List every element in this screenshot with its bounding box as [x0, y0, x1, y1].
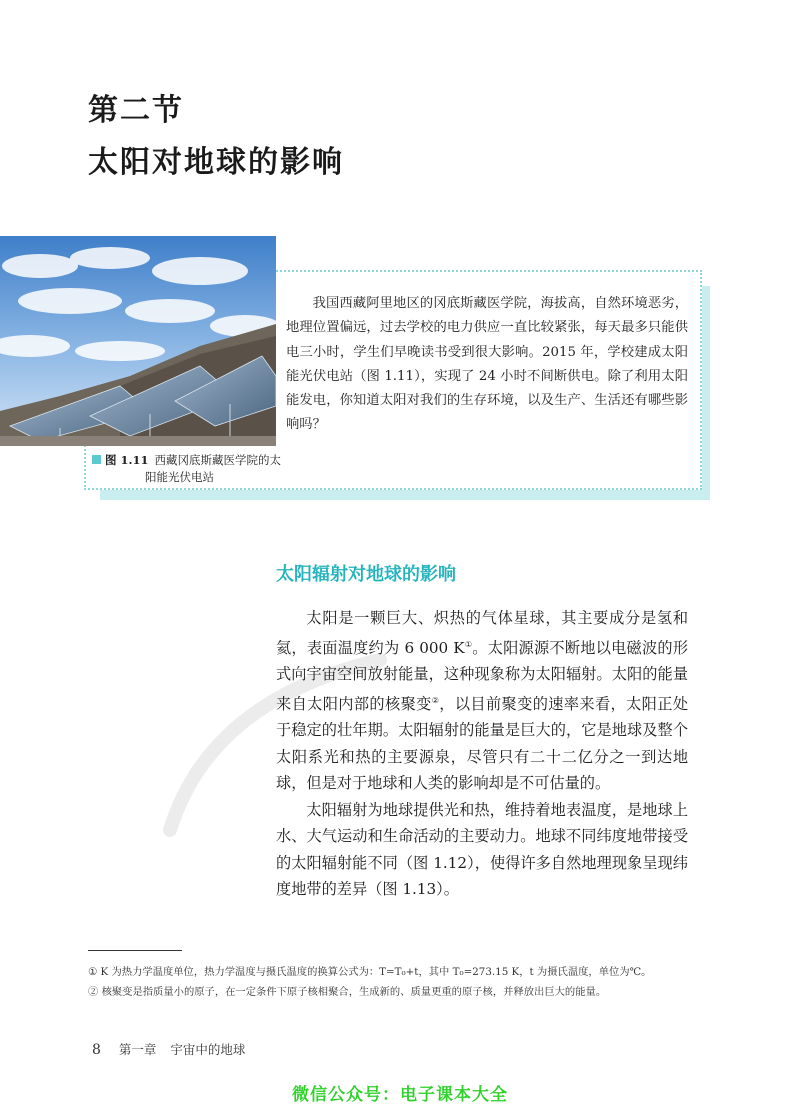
caption-number: 图 1.11	[105, 453, 149, 467]
footnote-1: ① K 为热力学温度单位，热力学温度与摄氏温度的换算公式为：T=T₀+t，其中 T₀=273.15 K，t 为摄氏温度，单位为℃。	[88, 966, 652, 978]
page-title	[88, 90, 344, 184]
footnote-2: ② 核聚变是指质量小的原子，在一定条件下原子核相聚合，生成新的、质量更重的原子核，并释放出巨大的能量。	[88, 986, 607, 998]
caption-text-line2: 阳能光伏电站	[145, 470, 214, 484]
wechat-watermark: 微信公众号：电子课本大全	[292, 1085, 508, 1105]
footnote-ref-2: ②	[431, 695, 440, 705]
intro-paragraph: 我国西藏阿里地区的冈底斯藏医学院，海拔高，自然环境恶劣，地理位置偏远，过去学校的电力供应一直比较紧张，每天最多只能供电三小时，学生们早晚读书受到很大影响。2015 年，学校建成太阳能光伏电站（图 1.11），实现了 24 小时不间断供电。除了利用太阳能发电，你知道太阳对我们的生存环境，以及生产、生活还有哪些影响吗？	[286, 296, 688, 433]
body-p1-part-b: 。太阳源源不断地以电磁波的形式向宇宙空间放射能量，这种现象称为太阳辐射。太阳的能量来自太阳内部的核聚变	[276, 638, 689, 713]
body-paragraph-2: 太阳辐射为地球提供光和热，维持着地表温度，是地球上水、大气运动和生命活动的主要动力。地球不同纬度地带接受的太阳辐射能不同（图 1.12），使得许多自然地理现象呈现纬度地带的差异（图 1.13）。	[276, 800, 688, 899]
footnote-ref-1: ①	[464, 639, 473, 649]
solar-station-photo	[0, 236, 276, 446]
body-p1-part-c: ，以目前聚变的速率来看，太阳正处于稳定的壮年期。太阳辐射的能量是巨大的，它是地球及整个太阳系光和热的主要源泉，尽管只有二十二亿分之一到达地球，但是对于地球和人类的影响却是不可估量的。	[276, 694, 689, 793]
chapter-label: 第一章	[118, 1042, 157, 1057]
figure-caption	[92, 452, 282, 486]
body-p1-part-a: 太阳是一颗巨大、炽热的气体星球，其主要成分是氢和氦，表面温度约为 6 000 K	[276, 609, 688, 657]
caption-text-line1: 西藏冈底斯藏医学院的太	[154, 453, 282, 467]
footnote-divider	[88, 950, 182, 951]
footnotes	[88, 962, 728, 1002]
caption-marker-icon	[92, 455, 101, 464]
section-heading: 太阳辐射对地球的影响	[276, 564, 456, 585]
page-footer	[92, 1040, 245, 1058]
chapter-title: 宇宙中的地球	[170, 1042, 246, 1057]
body-text	[276, 605, 688, 903]
page-number: 8	[92, 1042, 101, 1058]
body-paragraph-1	[276, 605, 688, 797]
section-main-title: 太阳对地球的影响	[88, 145, 344, 180]
section-number-title: 第二节	[88, 93, 184, 128]
intro-text	[286, 292, 688, 438]
